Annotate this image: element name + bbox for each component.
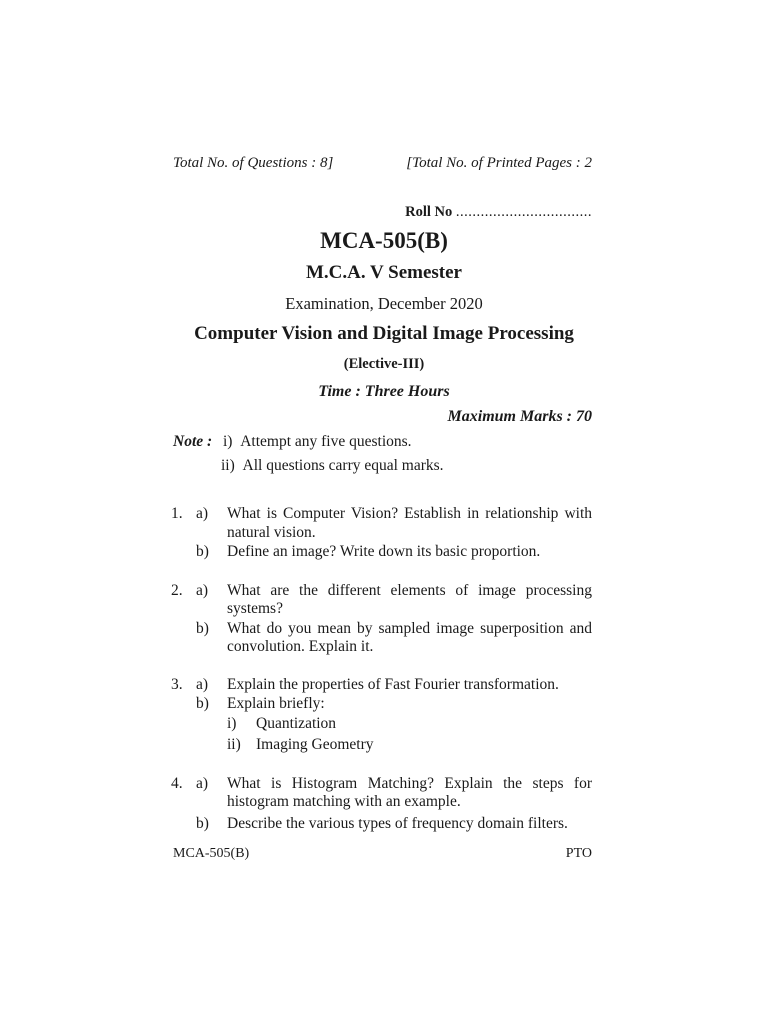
subject-title: Computer Vision and Digital Image Processing xyxy=(194,323,574,344)
part-text: What is Histogram Matching? Explain the steps for xyxy=(227,775,592,792)
semester: M.C.A. V Semester xyxy=(305,262,462,283)
roll-label: Roll No xyxy=(405,204,453,220)
part-text: histogram matching with an example. xyxy=(227,793,461,810)
subitem-number: ii) xyxy=(227,736,241,753)
subitem-text: Imaging Geometry xyxy=(256,736,374,753)
question-number: 1. xyxy=(171,505,183,522)
time-allowed: Time : Three Hours xyxy=(318,383,450,400)
part-text: What is Computer Vision? Establish in relationship with xyxy=(227,505,592,522)
footer-paper-code: MCA-505(B) xyxy=(173,846,250,861)
note-item: i) Attempt any five questions. xyxy=(223,433,412,450)
part-label: b) xyxy=(196,620,209,637)
part-text: Describe the various types of frequency domain filters. xyxy=(227,815,568,832)
part-label: a) xyxy=(196,582,209,599)
part-label: a) xyxy=(196,775,209,792)
paper-code: MCA-505(B) xyxy=(320,228,448,253)
maximum-marks: Maximum Marks : 70 xyxy=(447,408,592,425)
part-label: b) xyxy=(196,815,209,832)
part-label: b) xyxy=(196,695,209,712)
note-label: Note : xyxy=(173,433,213,450)
part-label: a) xyxy=(196,505,209,522)
total-pages: [Total No. of Printed Pages : 2 xyxy=(406,155,592,171)
question-number: 2. xyxy=(171,582,183,599)
note-item: ii) All questions carry equal marks. xyxy=(221,457,444,474)
examination: Examination, December 2020 xyxy=(285,294,483,313)
subitem-text: Quantization xyxy=(256,715,337,732)
roll-dots: ................................. xyxy=(455,204,592,220)
part-text: Define an image? Write down its basic proportion. xyxy=(227,543,541,560)
question-number: 3. xyxy=(171,676,183,693)
part-text: Explain briefly: xyxy=(227,695,325,712)
part-label: a) xyxy=(196,676,209,693)
part-text: What are the different elements of image processing xyxy=(227,582,592,599)
part-text: convolution. Explain it. xyxy=(227,638,374,655)
part-label: b) xyxy=(196,543,209,560)
part-text: What do you mean by sampled image superposition and xyxy=(227,620,592,637)
part-text: natural vision. xyxy=(227,524,316,541)
roll-number-field xyxy=(405,204,592,221)
part-text: Explain the properties of Fast Fourier transformation. xyxy=(227,676,559,693)
subitem-number: i) xyxy=(227,715,237,732)
elective: (Elective-III) xyxy=(343,356,425,372)
part-text: systems? xyxy=(227,600,283,617)
footer-pto: PTO xyxy=(565,846,592,861)
total-questions: Total No. of Questions : 8] xyxy=(173,155,334,171)
question-number: 4. xyxy=(171,775,183,792)
